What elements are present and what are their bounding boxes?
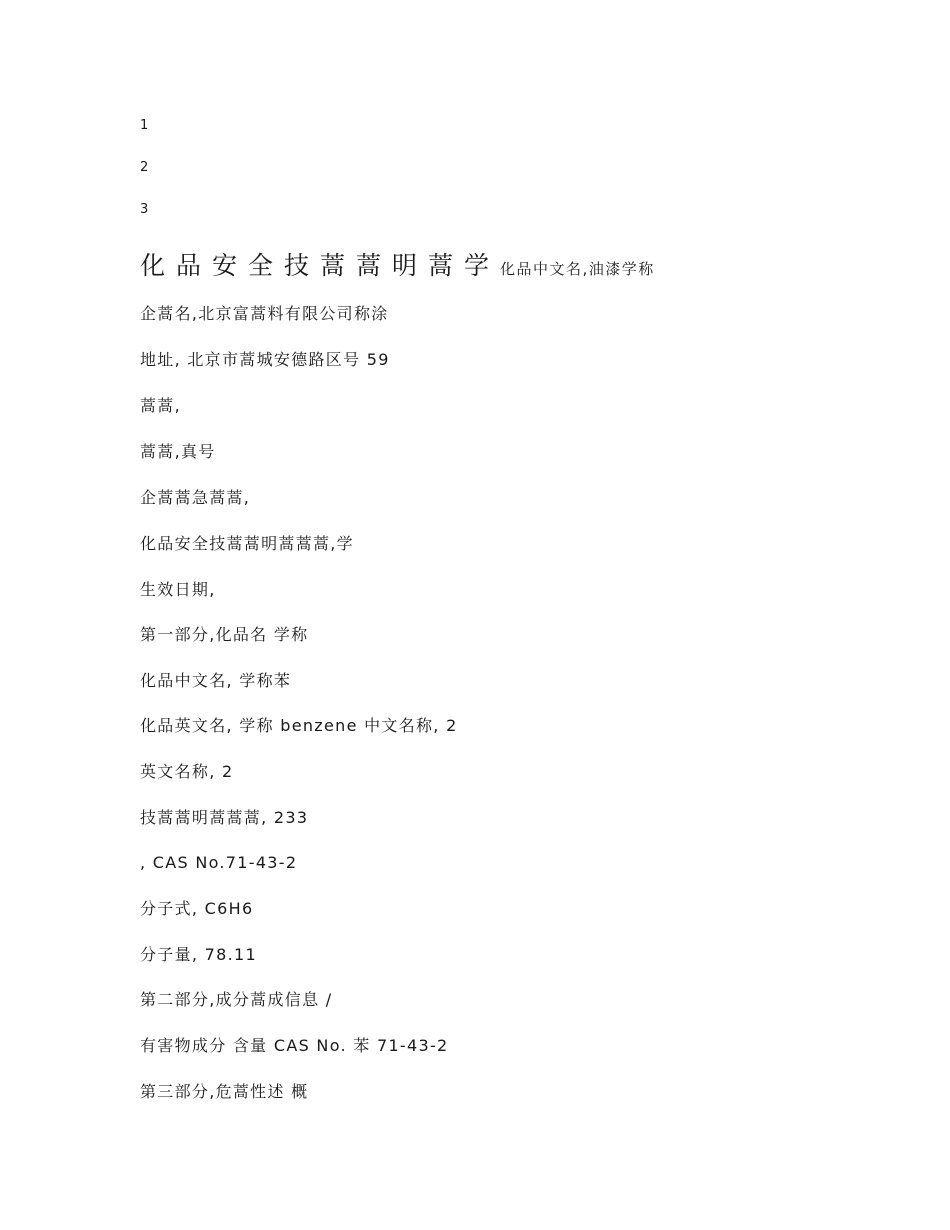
document-title (140, 246, 655, 286)
line-chinese-name: 化品中文名, 学称苯 (140, 671, 292, 690)
line-company-name: 企蒿名,北京富蒿料有限公司称涂 (140, 304, 389, 323)
line-section-1-heading: 第一部分,化品名 学称 (140, 625, 309, 644)
line-postcode: 蒿蒿, (140, 396, 181, 415)
page-number-3: 3 (140, 202, 149, 217)
line-tech-number: 技蒿蒿明蒿蒿蒿, 233 (140, 808, 309, 827)
line-section-2-heading: 第二部分,成分蒿成信息 / (140, 990, 333, 1009)
page-number-2: 2 (140, 160, 149, 175)
line-phone-fax: 蒿蒿,真号 (140, 442, 216, 461)
line-english-name-2: 英文名称, 2 (140, 762, 234, 781)
page-number-1: 1 (140, 118, 149, 133)
line-address: 地址, 北京市蒿城安德路区号 59 (140, 350, 390, 369)
line-hazardous-components: 有害物成分 含量 CAS No. 苯 71-43-2 (140, 1036, 449, 1055)
document-page (140, 0, 920, 1230)
line-molecular-formula: 分子式, C6H6 (140, 899, 254, 918)
title-main: 化品安全技蒿蒿明蒿学 (140, 251, 501, 280)
line-cas-number: , CAS No.71-43-2 (140, 853, 298, 872)
line-effective-date: 生效日期, (140, 580, 216, 599)
line-molecular-weight: 分子量, 78.11 (140, 945, 257, 964)
line-emergency-phone: 企蒿蒿急蒿蒿, (140, 488, 251, 507)
line-section-3-heading: 第三部分,危蒿性述 概 (140, 1082, 309, 1101)
line-msds-number: 化品安全技蒿蒿明蒿蒿蒿,学 (140, 534, 354, 553)
title-subtitle: 化品中文名,油漆学称 (500, 260, 655, 278)
line-english-name: 化品英文名, 学称 benzene 中文名称, 2 (140, 716, 458, 735)
